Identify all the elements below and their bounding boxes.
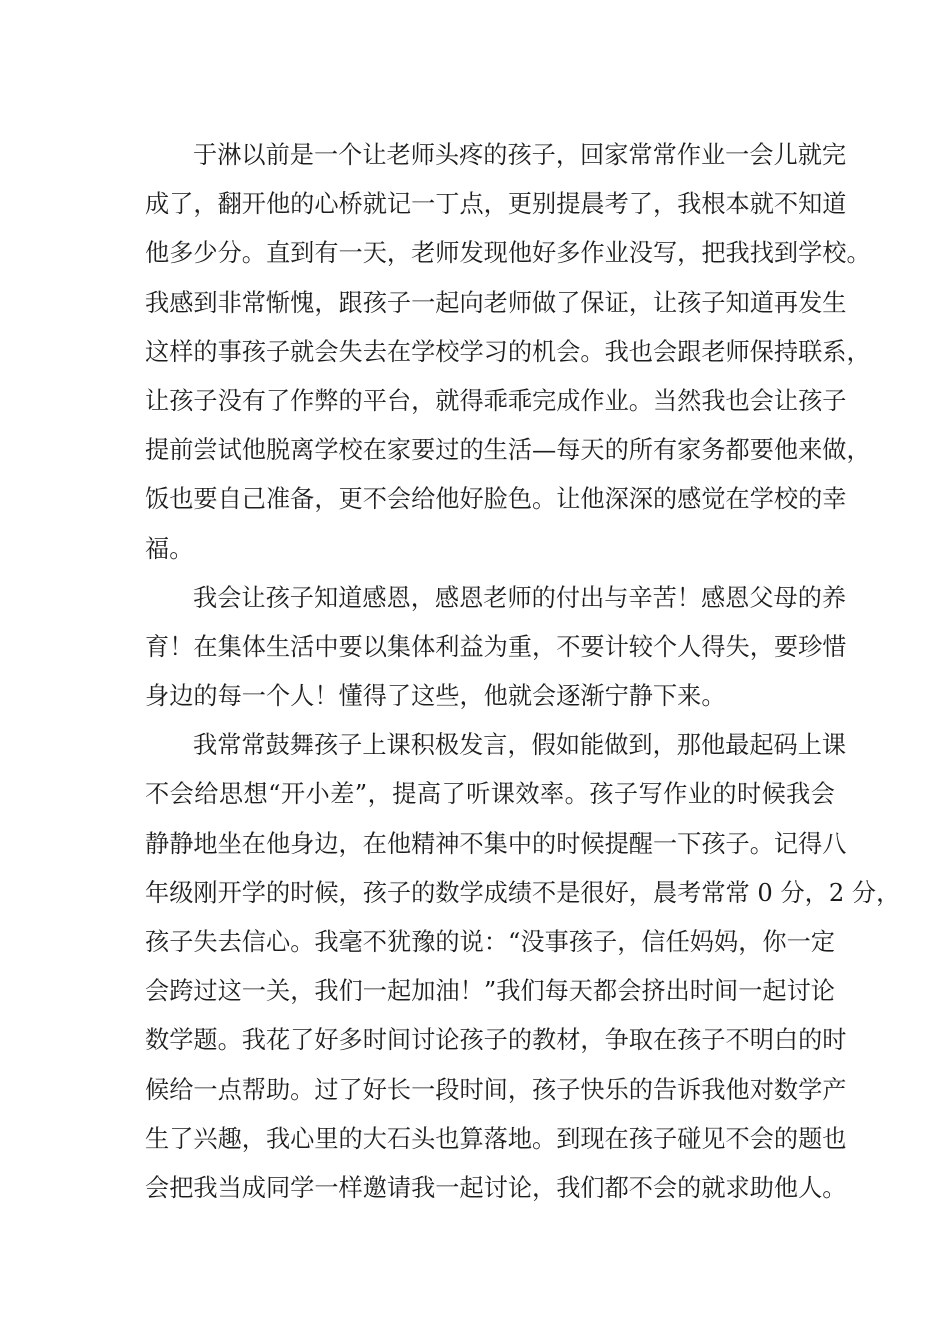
- text-line: 不会给思想“开小差”，提高了听课效率。孩子写作业的时候我会: [145, 780, 835, 809]
- text-line: 这样的事孩子就会失去在学校学习的机会。我也会跟老师保持联系，: [145, 337, 871, 366]
- text-line: 成了，翻开他的心桥就记一丁点，更别提晨考了，我根本就不知道: [145, 190, 847, 219]
- paragraph-2: [145, 574, 847, 722]
- paragraph-3: [145, 721, 901, 1213]
- text-line: 身边的每一个人！懂得了这些，他就会逐渐宁静下来。: [145, 682, 726, 711]
- text-line: 饭也要自己准备，更不会给他好脸色。让他深深的感觉在学校的幸: [145, 485, 847, 514]
- text-line: 会跨过这一关，我们一起加油！”我们每天都会挤出时间一起讨论: [145, 977, 835, 1006]
- text-line: 我会让孩子知道感恩，感恩老师的付出与辛苦！感恩父母的养: [193, 583, 847, 612]
- document-body: [145, 131, 901, 1213]
- text-line: 生了兴趣，我心里的大石头也算落地。到现在孩子碰见不会的题也: [145, 1124, 847, 1153]
- text-line: 我常常鼓舞孩子上课积极发言，假如能做到，那他最起码上课: [193, 731, 847, 760]
- text-line: 提前尝试他脱离学校在家要过的生活—每天的所有家务都要他来做，: [145, 436, 871, 465]
- paragraph-1: [145, 131, 871, 574]
- text-line: 孩子失去信心。我毫不犹豫的说：“没事孩子，信任妈妈，你一定: [145, 928, 835, 956]
- text-line: 静静地坐在他身边，在他精神不集中的时候提醒一下孩子。记得八: [145, 829, 847, 858]
- text-line: 他多少分。直到有一天，老师发现他好多作业没写，把我找到学校。: [145, 239, 871, 268]
- text-line: 候给一点帮助。过了好长一段时间，孩子快乐的告诉我他对数学产: [145, 1075, 847, 1104]
- text-line: 我感到非常惭愧，跟孩子一起向老师做了保证，让孩子知道再发生: [145, 288, 847, 317]
- text-line: 年级刚开学的时候，孩子的数学成绩不是很好，晨考常常 0 分，2 分，: [145, 878, 901, 907]
- text-line: 会把我当成同学一样邀请我一起讨论，我们都不会的就求助他人。: [145, 1173, 847, 1202]
- text-line: 福。: [145, 534, 194, 563]
- text-line: 于淋以前是一个让老师头疼的孩子，回家常常作业一会儿就完: [193, 141, 847, 169]
- text-line: 育！在集体生活中要以集体利益为重，不要计较个人得失，要珍惜: [145, 632, 847, 661]
- text-line: 数学题。我花了好多时间讨论孩子的教材，争取在孩子不明白的时: [145, 1026, 847, 1055]
- text-line: 让孩子没有了作弊的平台，就得乖乖完成作业。当然我也会让孩子: [145, 386, 847, 415]
